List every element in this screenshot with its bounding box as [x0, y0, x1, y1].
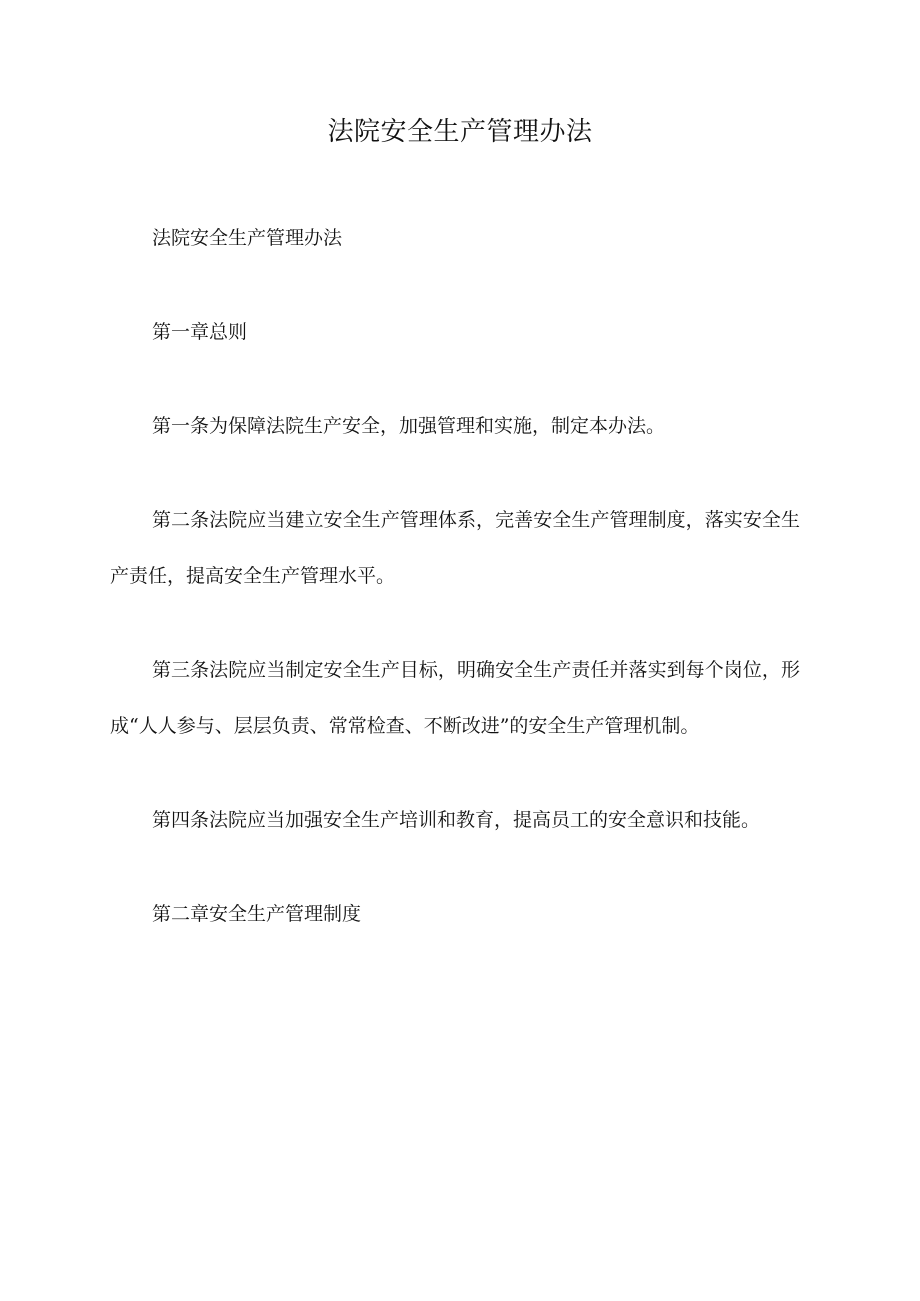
- paragraph-chapter-2-heading: 第二章安全生产管理制度: [152, 903, 362, 925]
- paragraph-article-4: 第四条法院应当加强安全生产培训和教育，提高员工的安全意识和技能。: [152, 809, 761, 831]
- document-title: 法院安全生产管理办法: [327, 117, 593, 147]
- paragraph-chapter-1-heading: 第一章总则: [152, 321, 248, 343]
- paragraph-subtitle: 法院安全生产管理办法: [152, 227, 343, 249]
- paragraph-article-3: 第三条法院应当制定安全生产目标，明确安全生产责任并落实到每个岗位，形成“人人参与、层层负责、常常检查、不断改进”的安全生产管理机制。: [110, 659, 800, 737]
- paragraph-article-2: 第二条法院应当建立安全生产管理体系，完善安全生产管理制度，落实安全生产责任，提高安全生产管理水平。: [110, 509, 800, 587]
- document-body: [110, 210, 800, 980]
- paragraph-article-1: 第一条为保障法院生产安全，加强管理和实施，制定本办法。: [152, 415, 666, 437]
